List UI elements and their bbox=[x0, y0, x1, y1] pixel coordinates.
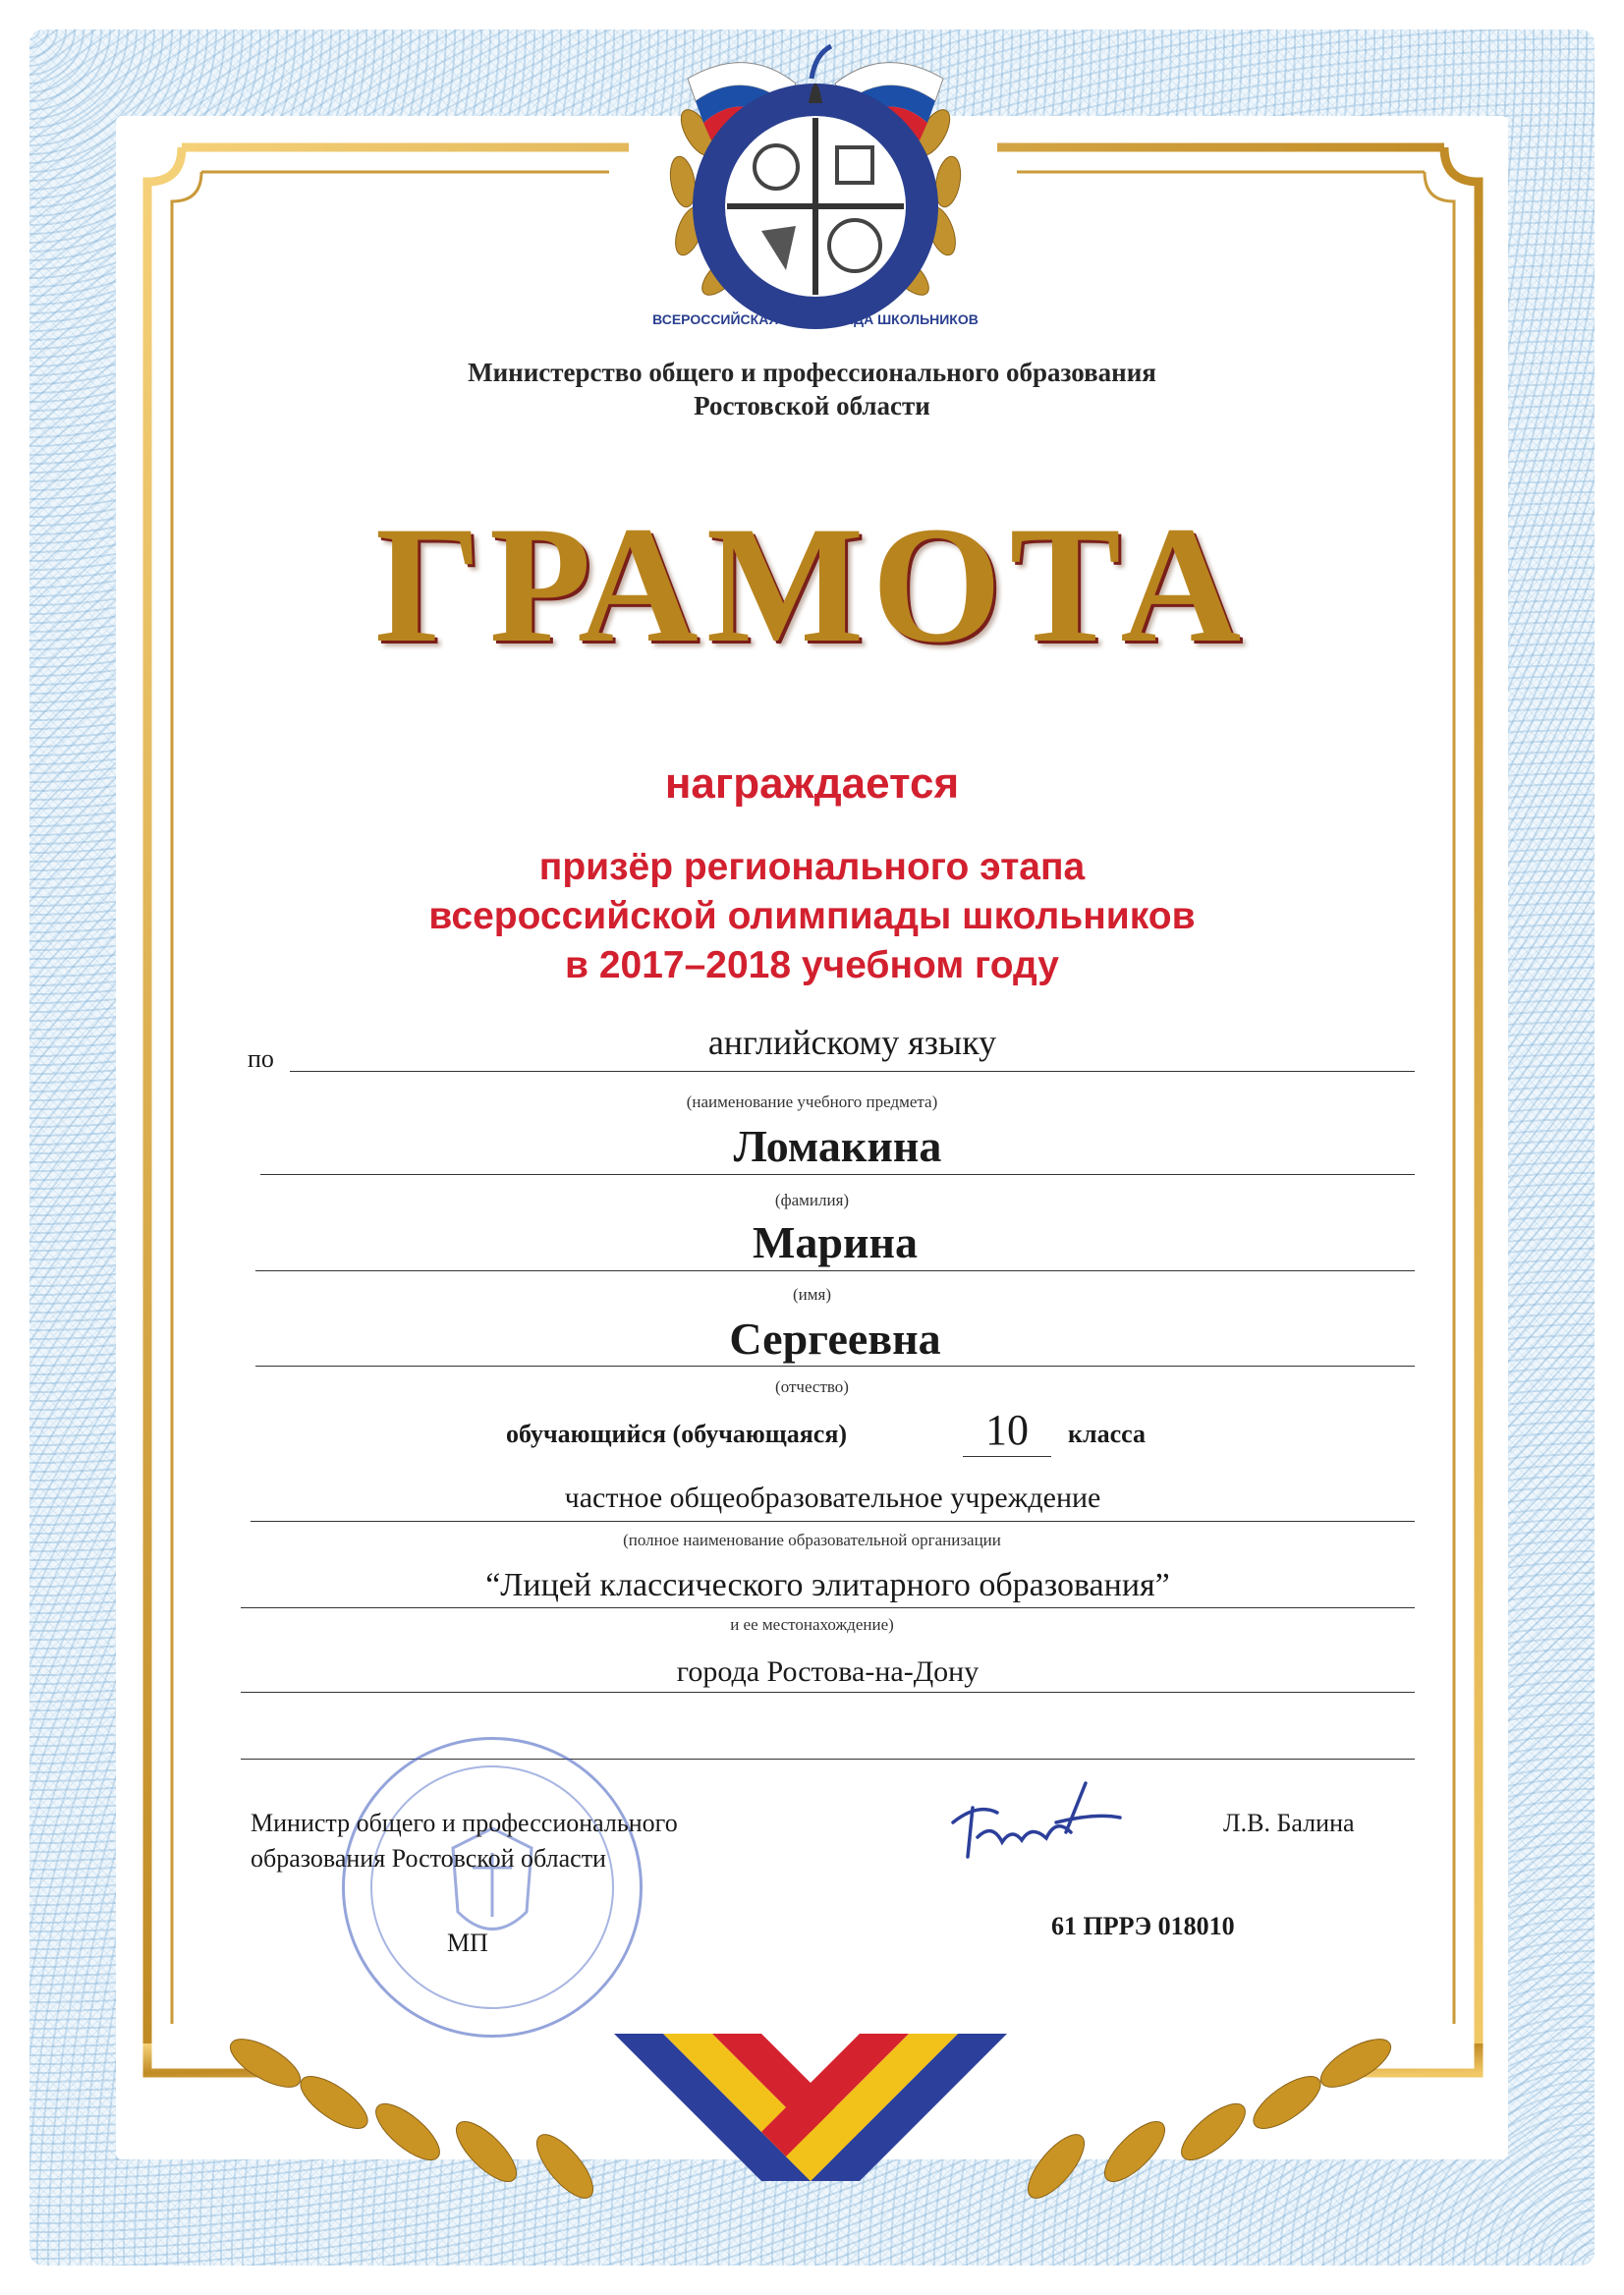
subject-prefix: по bbox=[248, 1044, 274, 1073]
name-caption: (имя) bbox=[793, 1285, 831, 1304]
grade-prefix: обучающийся (обучающаяся) bbox=[506, 1420, 848, 1448]
signatory-position-1: Министр общего и профессионального bbox=[251, 1809, 678, 1837]
org-caption-2: и ее местонахождение) bbox=[730, 1615, 894, 1634]
ministry-line-2: Ростовской области bbox=[694, 391, 930, 420]
emblem-ring-text: ВСЕРОССИЙСКАЯ ОЛИМПИАДА ШКОЛЬНИКОВ bbox=[652, 311, 979, 327]
awarded-label: награждается bbox=[664, 759, 960, 808]
org-location-value: города Ростова-на-Дону bbox=[676, 1655, 980, 1688]
official-seal-icon bbox=[342, 1737, 643, 2038]
name-rule bbox=[255, 1270, 1415, 1271]
reason-line-2: всероссийской олимпиады школьников bbox=[428, 895, 1196, 937]
subject-value: английскому языку bbox=[707, 1023, 997, 1062]
handwritten-signature-icon bbox=[938, 1763, 1135, 1881]
patronymic-value: Сергеевна bbox=[729, 1314, 941, 1364]
signatory-name: Л.В. Балина bbox=[1223, 1809, 1355, 1837]
ministry-line-1: Министерство общего и профессионального образования bbox=[468, 358, 1156, 387]
org-location-rule bbox=[241, 1692, 1415, 1693]
surname-value: Ломакина bbox=[733, 1121, 942, 1171]
patronymic-rule bbox=[255, 1366, 1415, 1367]
subject-caption: (наименование учебного предмета) bbox=[686, 1092, 938, 1111]
org-name-value: “Лицей классического элитарного образования” bbox=[485, 1567, 1170, 1603]
olympiad-emblem-icon bbox=[629, 25, 1002, 339]
org-name-rule bbox=[241, 1607, 1415, 1608]
seal-label: МП bbox=[447, 1929, 488, 1957]
reason-line-1: призёр регионального этапа bbox=[538, 846, 1086, 888]
surname-caption: (фамилия) bbox=[774, 1191, 850, 1209]
org-type-value: частное общеобразовательное учреждение bbox=[564, 1482, 1101, 1514]
grade-suffix: класса bbox=[1068, 1420, 1146, 1448]
certificate-title: ГРАМОТА bbox=[374, 492, 1250, 677]
patronymic-caption: (отчество) bbox=[775, 1377, 849, 1396]
reason-line-3: в 2017–2018 учебном году bbox=[565, 944, 1059, 986]
serial-number: 61 ПРРЭ 018010 bbox=[1051, 1912, 1235, 1940]
laurel-ribbon-decoration bbox=[226, 1994, 1395, 2220]
org-caption-1: (полное наименование образовательной организации bbox=[623, 1531, 1001, 1549]
grade-value: 10 bbox=[985, 1406, 1029, 1454]
signatory-position-2: образования Ростовской области bbox=[251, 1844, 606, 1873]
subject-rule bbox=[290, 1071, 1415, 1072]
org-type-rule bbox=[251, 1521, 1415, 1522]
surname-rule bbox=[260, 1174, 1415, 1175]
grade-rule bbox=[963, 1456, 1051, 1457]
name-value: Марина bbox=[752, 1217, 918, 1267]
